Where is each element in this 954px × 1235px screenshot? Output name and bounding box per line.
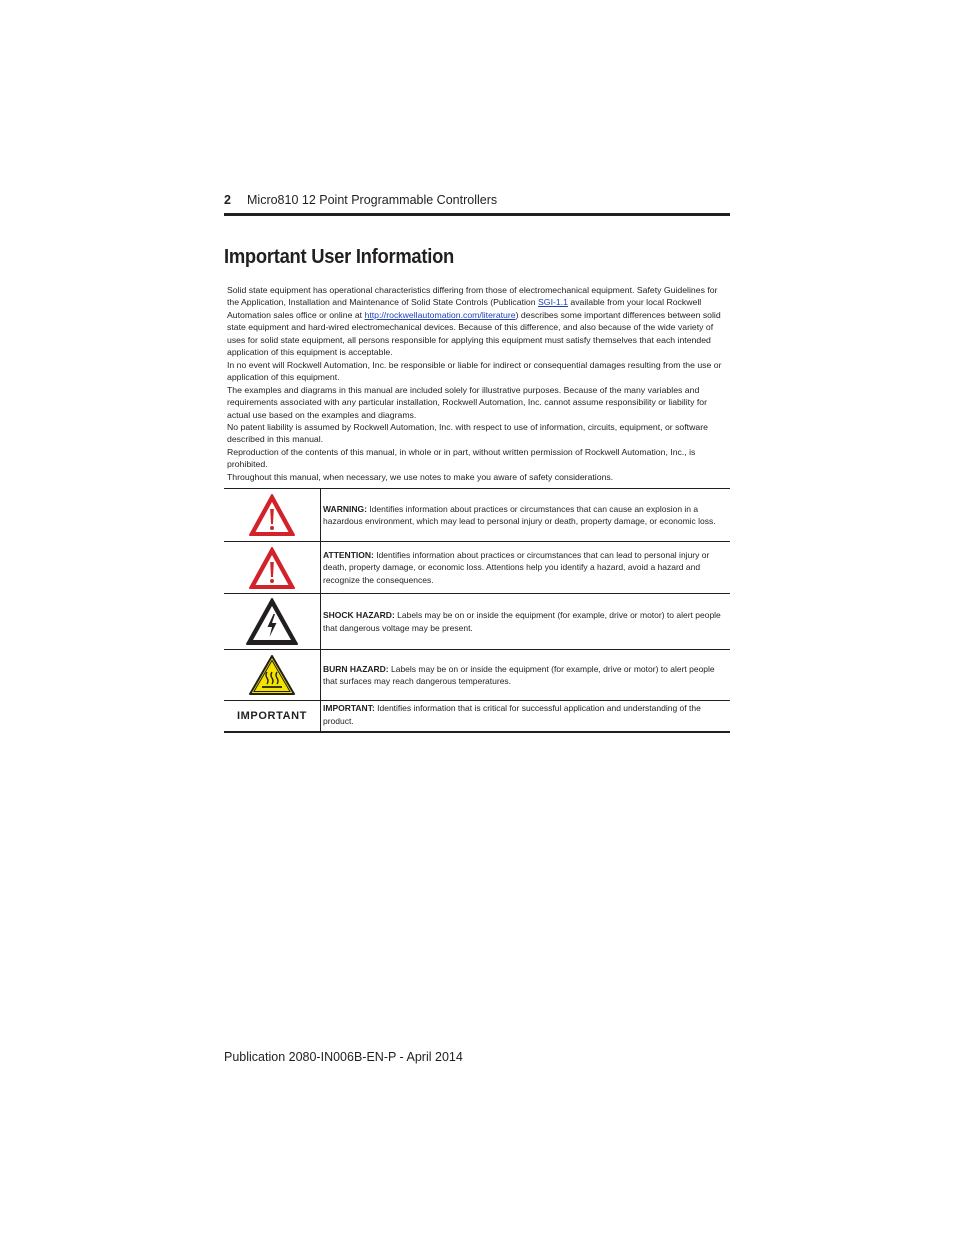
literature-link[interactable]: http://rockwellautomation.com/literature (364, 309, 516, 320)
paragraph-examples: The examples and diagrams in this manual are included solely for illustrative purposes. Because of the many variables and requirements associated with any particular installation, Rockwell Automation, Inc. cannot assume responsibility or liability for actual use based on the examples and diagrams. (227, 384, 707, 420)
important-badge: IMPORTANT (224, 701, 321, 731)
important-note: IMPORTANT: Identifies information that is critical for successful application and understanding of the product. (323, 703, 701, 726)
warning-note: WARNING: Identifies information about practices or circumstances that can cause an explosion in a hazardous environment, which may lead to personal injury or death, property damage, or economic loss. (323, 503, 716, 526)
shock-hazard-icon (224, 594, 321, 649)
paragraph-patent: No patent liability is assumed by Rockwell Automation, Inc. with respect to use of information, circuits, equipment, or software described in this manual. (227, 421, 708, 445)
paragraph-reproduction: Reproduction of the contents of this manual, in whole or in part, without written permission of Rockwell Automation, Inc., is prohibited. (227, 446, 696, 470)
note-row-shock-hazard (224, 593, 730, 649)
running-title: Micro810 12 Point Programmable Controllers (247, 193, 498, 207)
shock-hazard-note: SHOCK HAZARD: Labels may be on or inside the equipment (for example, drive or motor) to alert people that dangerous voltage may be present. (323, 610, 721, 633)
attention-triangle-icon (224, 542, 321, 593)
sgi-link[interactable]: SGI-1.1 (538, 297, 568, 308)
body-text (227, 284, 729, 483)
page-header (224, 192, 730, 216)
note-row-burn-hazard (224, 649, 730, 700)
attention-note: ATTENTION: Identifies information about practices or circumstances that can lead to personal injury or death, property damage, or economic loss. Attentions help you identify a hazard, avoid a hazard and recognize the consequences. (323, 549, 710, 585)
paragraph-notes-intro: Throughout this manual, when necessary, we use notes to make you aware of safety considerations. (227, 471, 614, 482)
paragraph-safety-guidelines: Solid state equipment has operational characteristics differing from those of electromechanical equipment. Safety Guidelines for the Application, Installation and Maintenance of Solid State Controls (Publication SGI-1.1 available from your local Rockwell Automation sales office or online at http://rockwellautomation.com/literature) describes some important differences between solid state equipment and hard-wired electromechanical devices. Because of this difference, and also because of the wide variety of uses for solid state equipment, all persons responsible for applying this equipment must satisfy themselves that each intended application of this equipment is acceptable. (227, 285, 721, 358)
burn-hazard-icon (224, 650, 321, 700)
paragraph-liability: In no event will Rockwell Automation, Inc. be responsible or liable for indirect or consequential damages resulting from the use or application of this equipment. (227, 359, 722, 383)
publication-footer: Publication 2080-IN006B-EN-P - April 2014 (224, 1050, 463, 1064)
page-title: Important User Information (224, 246, 454, 268)
note-row-warning (224, 488, 730, 541)
page-number: 2 (224, 193, 231, 207)
safety-notes-table (224, 488, 730, 733)
note-row-attention (224, 541, 730, 593)
note-row-important (224, 700, 730, 733)
warning-triangle-icon (224, 489, 321, 541)
burn-hazard-note: BURN HAZARD: Labels may be on or inside the equipment (for example, drive or motor) to alert people that surfaces may reach dangerous temperatures. (323, 663, 715, 686)
